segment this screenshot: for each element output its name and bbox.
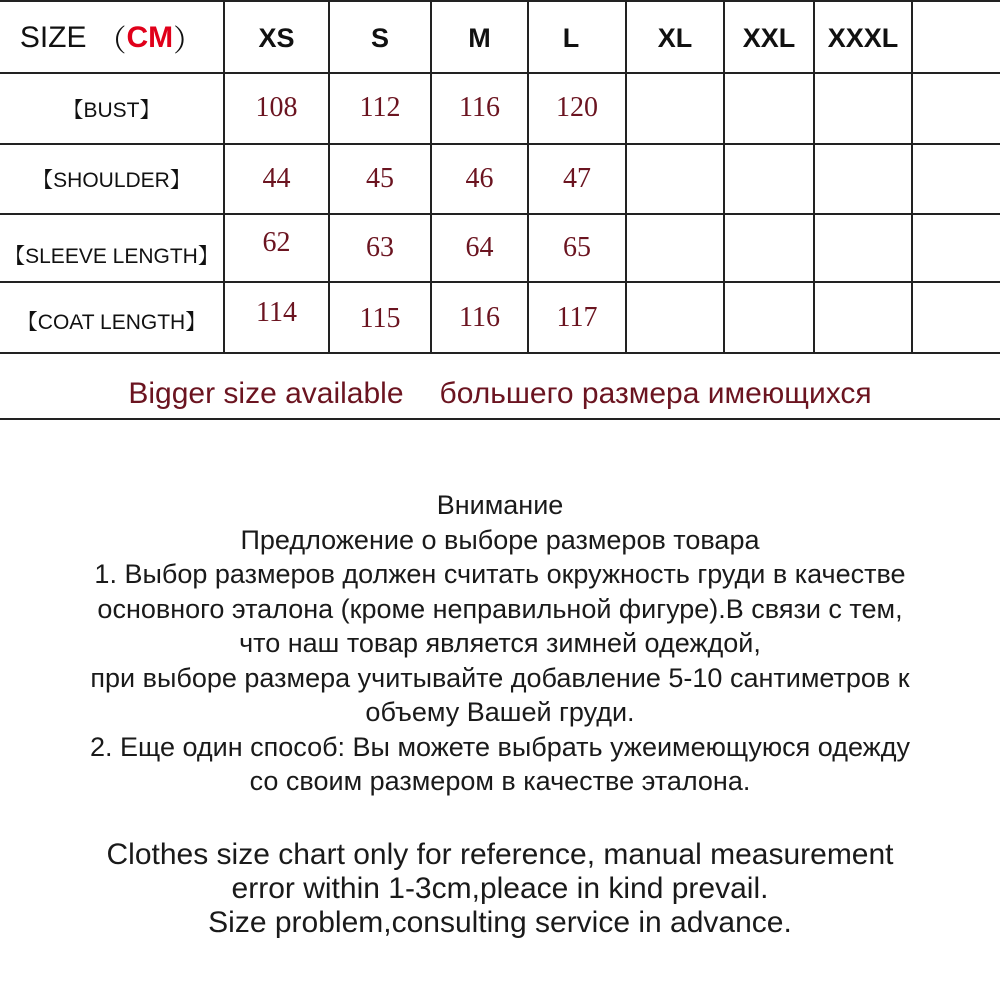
size-header-m: M: [468, 22, 491, 53]
unit-close-bracket: ）: [173, 25, 204, 58]
table-row-divider: [0, 352, 1000, 354]
size-header-l: L: [562, 22, 580, 53]
unit-label: CM: [126, 21, 174, 54]
table-cell-value: 116: [459, 92, 500, 123]
banner-english-text: Bigger size available: [128, 377, 404, 410]
row-label-bust: 【BUST】: [62, 98, 161, 122]
size-header-xxxl: XXXL: [827, 22, 899, 53]
size-header-s: S: [370, 22, 389, 53]
notes-line: 1. Выбор размеров должен считать окружность груди в качестве: [94, 559, 906, 589]
disclaimer-line: Size problem,consulting service in advance.: [208, 906, 792, 939]
table-cell-value: 44: [262, 163, 291, 194]
notes-line: при выборе размера учитывайте добавление 5-10 сантиметров к: [90, 662, 910, 693]
table-cell-value: 65: [563, 232, 591, 263]
notes-line: объему Вашей груди.: [365, 697, 635, 727]
banner-russian-text: большего размера имеющихся: [439, 377, 872, 410]
notes-line: Предложение о выборе размеров товара: [240, 524, 760, 555]
table-cell-value: 46: [465, 163, 494, 194]
unit-open-bracket: （: [96, 25, 127, 58]
size-selection-notes: [0, 488, 1000, 799]
notes-line: со своим размером в качестве эталона.: [249, 766, 751, 796]
size-title-label: SIZE: [19, 21, 87, 54]
disclaimer-line: Clothes size chart only for reference, manual measurement: [106, 838, 894, 871]
size-header-xxl: XXL: [742, 22, 796, 53]
row-label-shoulder: 【SHOULDER】: [32, 169, 191, 192]
table-cell-value: 62: [262, 227, 291, 258]
row-label-sleeve-length: 【SLEEVE LENGTH】: [4, 245, 219, 268]
table-cell-value: 115: [359, 302, 401, 334]
size-header-xs: XS: [258, 22, 295, 53]
table-column-divider: [911, 0, 913, 354]
table-cell-value: 120: [556, 92, 598, 123]
size-header-xl: XL: [657, 22, 693, 53]
table-cell-value: 47: [563, 163, 591, 194]
table-cell-value: 63: [366, 232, 394, 263]
notes-line: 2. Еще один способ: Вы можете выбрать ужеимеющуюся одежду: [90, 731, 910, 762]
table-cell-value: 45: [366, 163, 394, 194]
table-top-border: [0, 0, 1000, 2]
measurement-disclaimer: [0, 838, 1000, 940]
notes-heading: Внимание: [436, 490, 564, 520]
notes-line: основного эталона (кроме неправильной фигуре).В связи с тем,: [97, 593, 903, 624]
table-cell-value: 116: [459, 301, 500, 333]
bigger-size-banner: [0, 372, 1000, 416]
row-label-coat-length: 【COAT LENGTH】: [16, 310, 207, 334]
table-cell-value: 64: [465, 232, 494, 263]
table-cell-value: 117: [556, 301, 598, 333]
table-cell-value: 108: [255, 92, 298, 123]
table-cell-value: 112: [359, 92, 401, 123]
banner-bottom-divider: [0, 418, 1000, 420]
table-cell-value: 114: [256, 297, 297, 328]
notes-line: что наш товар является зимней одеждой,: [239, 628, 761, 658]
size-unit-title: [0, 4, 223, 72]
disclaimer-line: error within 1-3cm,pleace in kind prevail.: [231, 872, 769, 905]
